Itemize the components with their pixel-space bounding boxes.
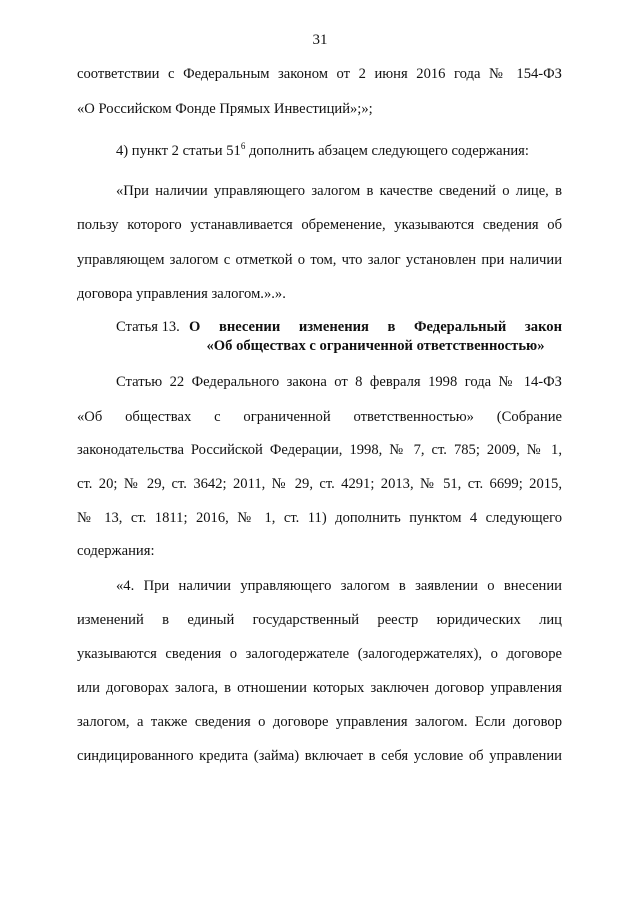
text-line: соответствии с Федеральным законом от 2 июня 2016 года № 154-ФЗ xyxy=(77,66,562,82)
text-line: договора управления залогом.».». xyxy=(77,286,286,302)
text-line: изменений в единый государственный реестр юридических лиц xyxy=(77,612,562,628)
text-line: указываются сведения о залогодержателе (залогодержателях), о договоре xyxy=(77,646,562,662)
text-line: ст. 20; № 29, ст. 3642; 2011, № 29, ст. 4291; 2013, № 51, ст. 6699; 2015, xyxy=(77,476,562,492)
text-line: «4. При наличии управляющего залогом в заявлении о внесении xyxy=(116,578,562,594)
text-line: «Об обществах с ограниченной ответственностью» (Собрание xyxy=(77,409,562,425)
article-label: Статья 13. xyxy=(116,319,180,335)
text-line: Статью 22 Федерального закона от 8 февраля 1998 года № 14-ФЗ xyxy=(116,374,562,390)
article-title-line-2: «Об обществах с ограниченной ответственностью» xyxy=(206,338,545,354)
text-line: синдицированного кредита (займа) включает в себя условие об управлении xyxy=(77,748,562,764)
article-title-line-1: О внесении изменения в Федеральный закон xyxy=(189,319,562,335)
page-number: 31 xyxy=(312,32,328,48)
text-line: № 13, ст. 1811; 2016, № 1, ст. 11) дополнить пунктом 4 следующего xyxy=(77,510,562,526)
superscript: 6 xyxy=(240,141,246,152)
text-line: или договорах залога, в отношении которых заключен договор управления xyxy=(77,680,562,696)
text-line: «При наличии управляющего залогом в качестве сведений о лице, в xyxy=(116,183,562,199)
text-line: управляющем залогом с отметкой о том, что залог установлен при наличии xyxy=(77,252,562,268)
text-line: законодательства Российской Федерации, 1998, № 7, ст. 785; 2009, № 1, xyxy=(77,442,562,458)
text-line: пользу которого устанавливается обременение, указываются сведения об xyxy=(77,217,562,233)
text-line: залогом, а также сведения о договоре управления залогом. Если договор xyxy=(77,714,562,730)
text-line: «О Российском Фонде Прямых Инвестиций»;»; xyxy=(77,101,373,117)
text-line xyxy=(116,143,562,160)
text-line: содержания: xyxy=(77,543,155,559)
text-fragment: 4) пункт 2 статьи 51 xyxy=(116,143,241,159)
text-fragment: дополнить абзацем следующего содержания: xyxy=(245,143,529,159)
